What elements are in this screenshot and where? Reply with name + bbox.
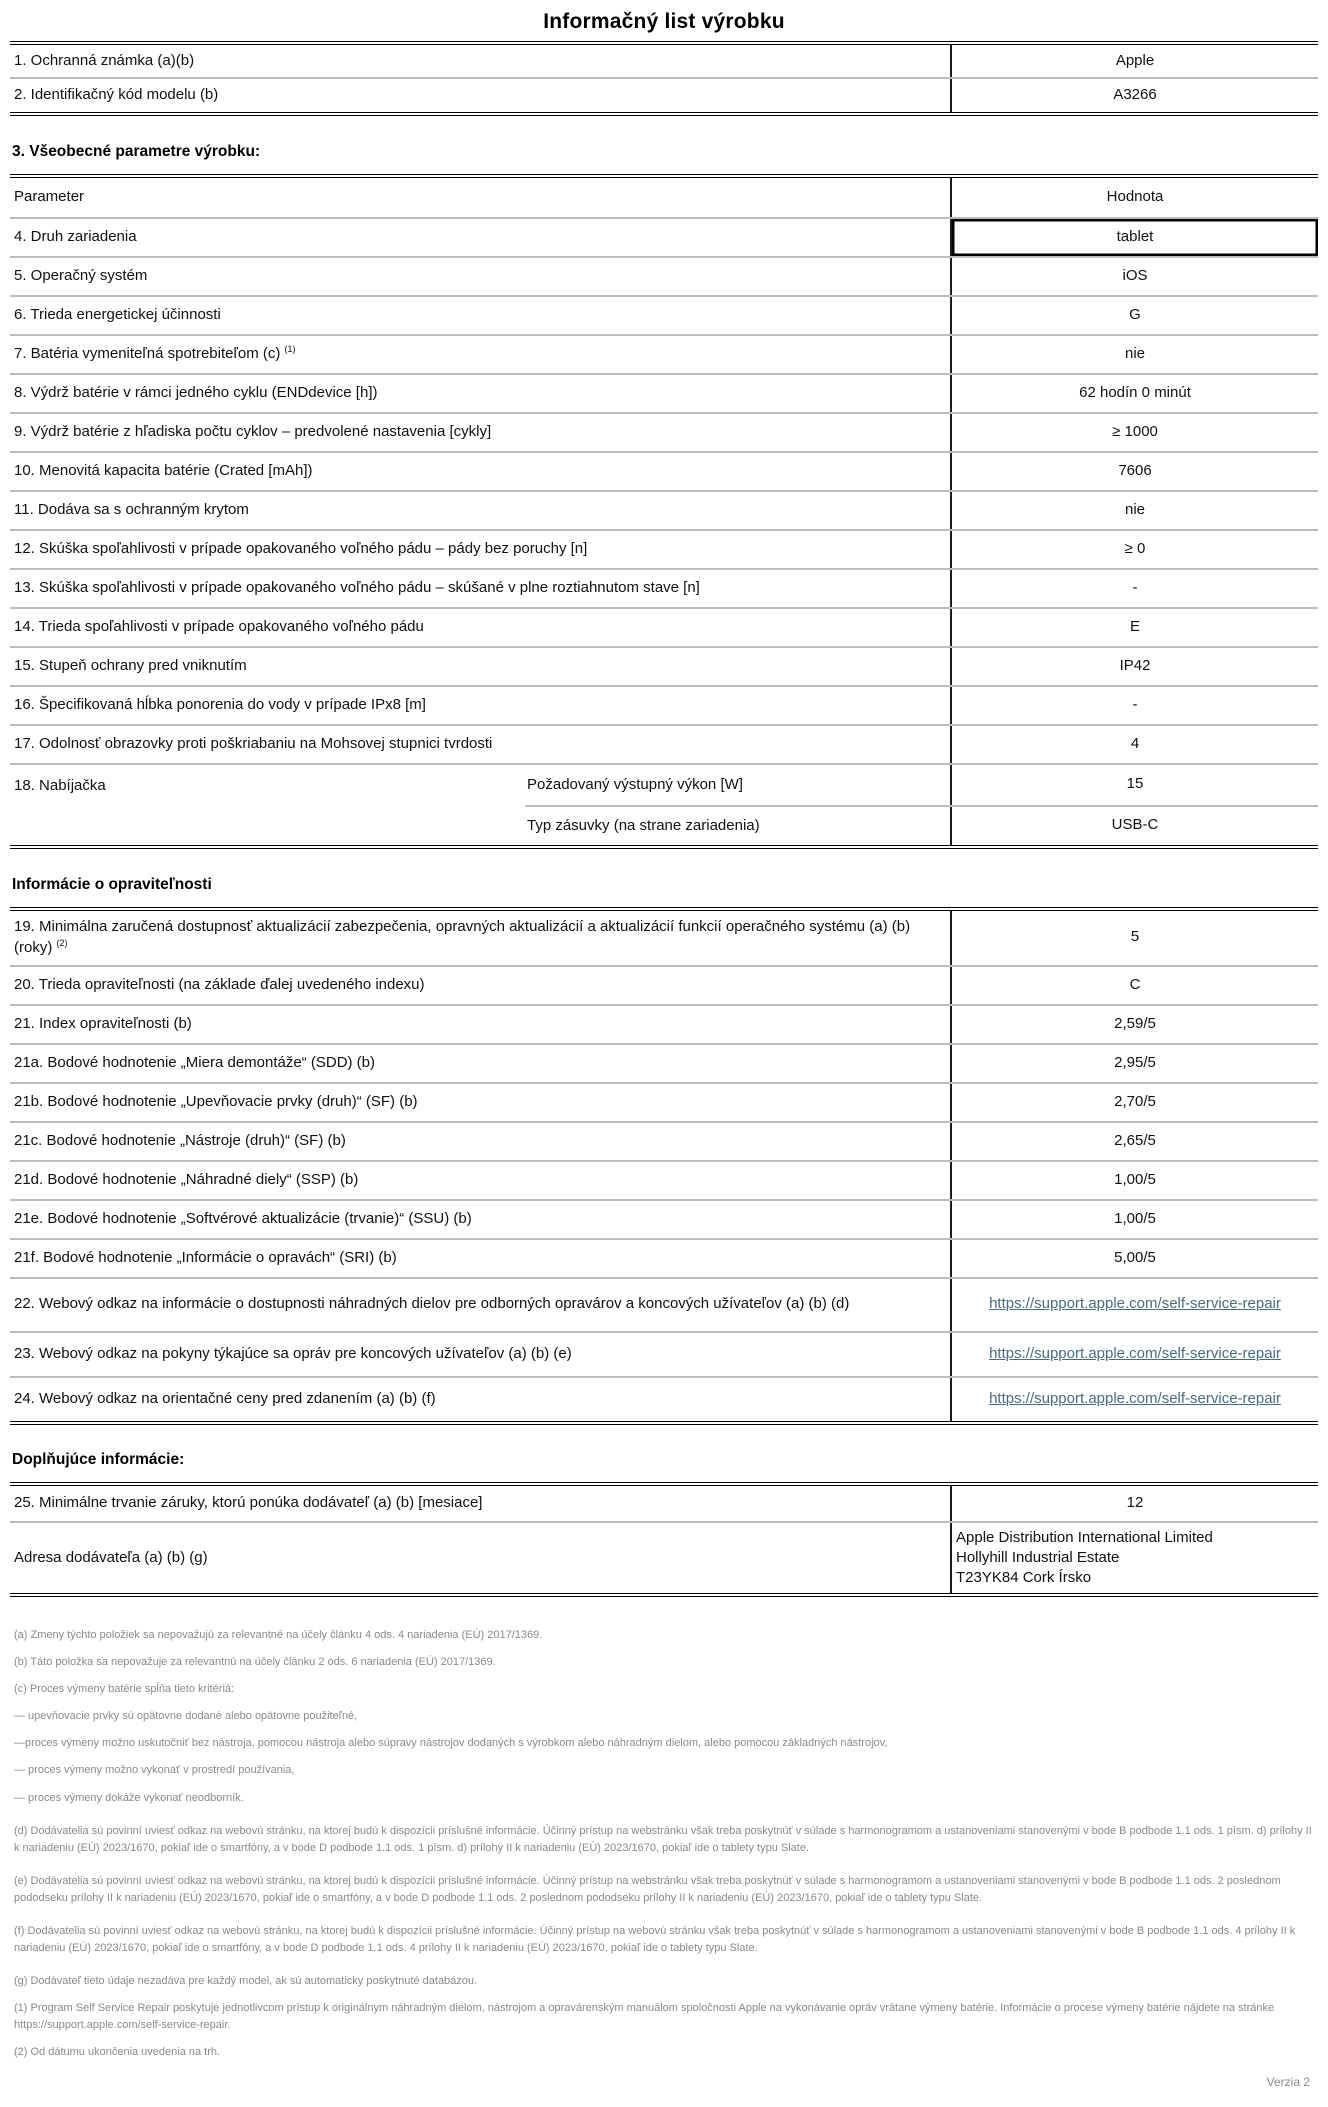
footnotes [10,1627,1318,2061]
param-value: A3266 [950,79,1318,111]
param-label: Požadovaný výstupný výkon [W] [527,776,743,793]
param-value: E [950,609,1318,646]
label-text: 20. Trieda opraviteľnosti (na základe ďalej uvedeného indexu) [14,975,425,993]
param-value: Apple [950,45,1318,77]
table-row [10,1121,1318,1160]
footnote-c-item: —proces výmeny možno uskutočniť bez nástroja, pomocou nástroja alebo súpravy nástrojov dodaných s výrobkom alebo náhradným dielom, alebo pomocou základných nástrojov, [14,1737,888,1750]
spare-parts-support-link[interactable]: https://support.apple.com/self-service-repair [989,1295,1281,1313]
param-label [10,967,950,1004]
param-label [10,1162,950,1199]
general-parameters-table [10,174,1318,849]
param-label: Typ zásuvky (na strane zariadenia) [527,817,760,834]
label-main: 19. Minimálna zaručená dostupnosť aktualizácií zabezpečenia, opravných aktualizácií a aktualizácií funkcií operačného systému (a) (b) (roky) [14,918,911,956]
param-label [10,1523,950,1594]
param-label [10,911,950,965]
table-row [10,1277,1318,1331]
section-heading-general: 3. Všeobecné parametre výrobku: [12,142,261,160]
table-row [10,373,1318,412]
param-value: nie [950,336,1318,373]
table-row [10,451,1318,490]
param-value [950,1378,1318,1421]
label-text: 16. Špecifikovaná hĺbka ponorenia do vody v prípade IPx8 [m] [14,695,426,713]
param-value: 2,95/5 [950,1045,1318,1082]
param-label [10,453,950,490]
param-label [10,79,950,111]
table-row [10,685,1318,724]
param-label [10,414,950,451]
charger-row [10,763,1318,845]
table-row [10,1043,1318,1082]
table-row [10,334,1318,373]
table-row [10,1376,1318,1421]
footnote-c: (c) Proces výmeny batérie spĺňa tieto kritériá: [14,1683,235,1696]
label-text: 4. Druh zariadenia [14,227,137,245]
param-value: nie [950,492,1318,529]
label-text: 14. Trieda spoľahlivosti v prípade opakovaného voľného pádu [14,617,424,635]
footnote-f: (f) Dodávatelia sú povinní uviesť odkaz na webovú stránku, na ktorej budú k dispozícii príslušné informácie. Účinný prístup na webovú stránku však treba poskytnúť v súlade s harmonogramom a ustanoveniami stanovenými v bode B podbode 1.1 ods. 4 prílohy II k nariadeniu (EÚ) 2023/1670, pokiaľ ide o smartfóny, a v bode D podbode 1.1 ods. 4 prílohy II k nariadeniu (EÚ) 2023/1670, pokiaľ ide o tablety typu Slate. [14,1924,1296,1954]
param-value: 4 [950,726,1318,763]
footnote-2: (2) Od dátumu ukončenia uvedenia na trh. [14,2046,221,2058]
table-row [10,568,1318,607]
param-value: 62 hodín 0 minút [950,375,1318,412]
param-label [10,336,950,373]
label-text: 21d. Bodové hodnotenie „Náhradné diely“ (SSP) (b) [14,1170,359,1188]
param-value: - [950,570,1318,607]
param-label [10,726,950,763]
label-text: 21. Index opraviteľnosti (b) [14,1014,192,1032]
param-value: 2,70/5 [950,1084,1318,1121]
param-value [950,1333,1318,1376]
param-value [950,1279,1318,1331]
param-label [10,1333,950,1376]
param-label [10,648,950,685]
label-main: 7. Batéria vymeniteľná spotrebiteľom (c) [14,344,281,362]
label-text: 1. Ochranná známka (a)(b) [14,52,195,69]
label-text: 2. Identifikačný kód modelu (b) [14,86,219,104]
param-value: IP42 [950,648,1318,685]
footnote-c-item: — upevňovacie prvky sú opätovne dodané alebo opätovne použiteľné, [14,1710,358,1723]
table-row [10,490,1318,529]
table-row [10,529,1318,568]
footnote-c-item: — proces výmeny dokáže vykonať neodborník. [14,1791,244,1804]
table-row [10,965,1318,1004]
param-value: 2,59/5 [950,1006,1318,1043]
label-text: Adresa dodávateľa (a) (b) (g) [14,1548,208,1566]
label-text: 25. Minimálne trvanie záruky, ktorú ponúka dodávateľ (a) (b) [mesiace] [14,1493,483,1511]
label-text: 10. Menovitá kapacita batérie (Crated [mAh]) [14,461,313,479]
footnote-c-item: — proces výmeny možno vykonať v prostredí používania, [14,1764,295,1777]
param-value: 7606 [950,453,1318,490]
label-text: 21f. Bodové hodnotenie „Informácie o opravách“ (SRI) (b) [14,1248,397,1266]
param-value: G [950,297,1318,334]
charger-subrow [525,765,1318,805]
table-row [10,1486,1318,1521]
label-text: 6. Trieda energetickej účinnosti [14,305,221,323]
section-heading-additional: Doplňujúce informácie: [12,1450,185,1468]
param-label [10,45,950,77]
table-row [10,217,1318,256]
label-text: 9. Výdrž batérie z hľadiska počtu cyklov – predvolené nastavenia [cykly] [14,422,492,440]
param-label [10,570,950,607]
param-label [10,375,950,412]
param-value: 5 [950,911,1318,965]
param-label [10,609,950,646]
param-label [10,1084,950,1121]
label-text: 13. Skúška spoľahlivosti v prípade opakovaného voľného pádu – skúšané v plne roztiahnutom stave [n] [14,578,700,596]
table-row [10,412,1318,451]
label-text [14,917,938,958]
param-label [10,297,950,334]
section-heading-repairability: Informácie o opraviteľnosti [12,875,212,893]
label-text: 17. Odolnosť obrazovky proti poškriabaniu na Mohsovej stupnici tvrdosti [14,734,493,752]
param-value: ≥ 1000 [950,414,1318,451]
table-row [10,1331,1318,1376]
table-header-row [10,178,1318,217]
param-value: 1,00/5 [950,1201,1318,1238]
param-label [10,1240,950,1277]
param-value: 15 [950,765,1318,805]
table-row [10,1004,1318,1043]
table-row [10,911,1318,965]
param-label [10,1486,950,1521]
footnote-d: (d) Dodávatelia sú povinní uviesť odkaz na webovú stránku, na ktorej budú k dispozícii príslušné informácie. Účinný prístup na webstránku však treba poskytnúť v súlade s harmonogramom a ustanoveniami stanovenými v bode B podbode 1.1 ods. 1 písm. d) prílohy II k nariadeniu (EÚ) 2023/1670, pokiaľ ide o smartfóny, a v bode D podbode 1.1 ods. 1 písm. d) prílohy II k nariadeniu (EÚ) 2023/1670, pokiaľ ide o tablety typu Slate. [14,1824,1312,1854]
label-text: 15. Stupeň ochrany pred vniknutím [14,656,247,674]
table-row [10,295,1318,334]
table-row [10,607,1318,646]
param-label [10,1123,950,1160]
label-text: 21c. Bodové hodnotenie „Nástroje (druh)“ (SF) (b) [14,1131,346,1149]
table-row [10,1082,1318,1121]
supplier-address [950,1523,1318,1594]
address-line: Hollyhill Industrial Estate [956,1548,1120,1566]
label-text: 22. Webový odkaz na informácie o dostupnosti náhradných dielov pre odborných opravárov a koncových užívateľov (a) (b) (d) [14,1295,850,1313]
label-text: 21e. Bodové hodnotenie „Softvérové aktualizácie (trvanie)“ (SSU) (b) [14,1209,472,1227]
label-text: 21a. Bodové hodnotenie „Miera demontáže“ (SDD) (b) [14,1053,376,1071]
table-row [10,256,1318,295]
param-value: - [950,687,1318,724]
footnote-ref-2: (2) [56,937,68,948]
footnote-g: (g) Dodávateľ tieto údaje nezadáva pre každý model, ak sú automaticky poskytnuté databázou. [14,1974,478,1987]
label-text [14,344,296,364]
table-row [10,1238,1318,1277]
param-label [10,687,950,724]
param-label [10,1201,950,1238]
charger-subtable [525,765,1318,845]
param-value: 2,65/5 [950,1123,1318,1160]
header-parameter: Parameter [14,187,85,205]
param-value: C [950,967,1318,1004]
param-value-boxed: tablet [950,219,1318,256]
charger-subrow [525,805,1318,845]
address-line: Apple Distribution International Limited [956,1528,1213,1546]
footnote-1: (1) Program Self Service Repair poskytuje jednotlivcom prístup k originálnym náhradným dielom, nástrojom a opravárenským manuálom spoločnosti Apple na vykonávanie opráv vrátane výmeny batérie. Informácie o procese výmeny batérie nájdete na stránke https://support.apple.com/self-service-repair. [14,2001,1275,2031]
label-text: 23. Webový odkaz na pokyny týkajúce sa opráv pre koncových užívateľov (a) (b) (e) [14,1344,572,1362]
header-value: Hodnota [950,178,1318,217]
label-text: 11. Dodáva sa s ochranným krytom [14,500,249,518]
param-value: 5,00/5 [950,1240,1318,1277]
supplier-address-row [10,1521,1318,1594]
param-label [10,258,950,295]
param-value: ≥ 0 [950,531,1318,568]
footnote-a: (a) Zmeny týchto položiek sa nepovažujú za relevantné na účely článku 4 ods. 4 nariadenia (EÚ) 2017/1369. [14,1629,543,1642]
label-text: 8. Výdrž batérie v rámci jedného cyklu (ENDdevice [h]) [14,383,378,401]
param-value: 12 [950,1486,1318,1521]
table-row [10,646,1318,685]
repair-instructions-support-link[interactable]: https://support.apple.com/self-service-repair [989,1344,1281,1362]
param-value: 1,00/5 [950,1162,1318,1199]
footnote-e: (e) Dodávatelia sú povinní uviesť odkaz na webovú stránku, na ktorej budú k dispozícii príslušné informácie. Účinný prístup na webstránku však treba poskytnúť v súlade s harmonogramom a ustanoveniami stanovenými v bode B podbode 1.1 ods. 2 poslednom pododseku prílohy II k nariadeniu (EÚ) 2023/1670, pokiaľ ide o smartfóny, a v bode D podbode 1.1 ods. 2 poslednom pododseku prílohy II k nariadeniu (EÚ) 2023/1670, pokiaľ ide o tablety typu Slate. [14,1874,1281,1904]
label-text: 12. Skúška spoľahlivosti v prípade opakovaného voľného pádu – pády bez poruchy [n] [14,539,588,557]
param-label [10,1378,950,1421]
table-row [10,724,1318,763]
address-line: T23YK84 Cork Írsko [956,1569,1092,1586]
label-text: 21b. Bodové hodnotenie „Upevňovacie prvky (druh)“ (SF) (b) [14,1092,418,1110]
table-row [10,1199,1318,1238]
param-label [10,492,950,529]
param-label [10,531,950,568]
param-value: USB-C [950,807,1318,845]
table-row [10,45,1318,77]
charger-label: 18. Nabíjačka [14,776,106,794]
page-title: Informačný list výrobku [543,10,785,33]
additional-information-table [10,1482,1318,1598]
label-text: 24. Webový odkaz na orientačné ceny pred zdanením (a) (b) (f) [14,1389,436,1407]
label-text: 5. Operačný systém [14,266,148,284]
param-value: iOS [950,258,1318,295]
param-label [10,1006,950,1043]
version-label: Verzia 2 [1266,2075,1310,2090]
table-row [10,1160,1318,1199]
table-row [10,77,1318,111]
pricing-support-link[interactable]: https://support.apple.com/self-service-repair [989,1389,1281,1407]
param-label [10,1045,950,1082]
footnote-b: (b) Táto položka sa nepovažuje za relevantnú na účely článku 2 ods. 6 nariadenia (EÚ) 2017/1369. [14,1656,496,1669]
footnote-ref-1: (1) [284,343,296,354]
repairability-table [10,907,1318,1425]
identity-table [10,41,1318,116]
param-label [10,1279,950,1331]
param-label [10,219,950,256]
